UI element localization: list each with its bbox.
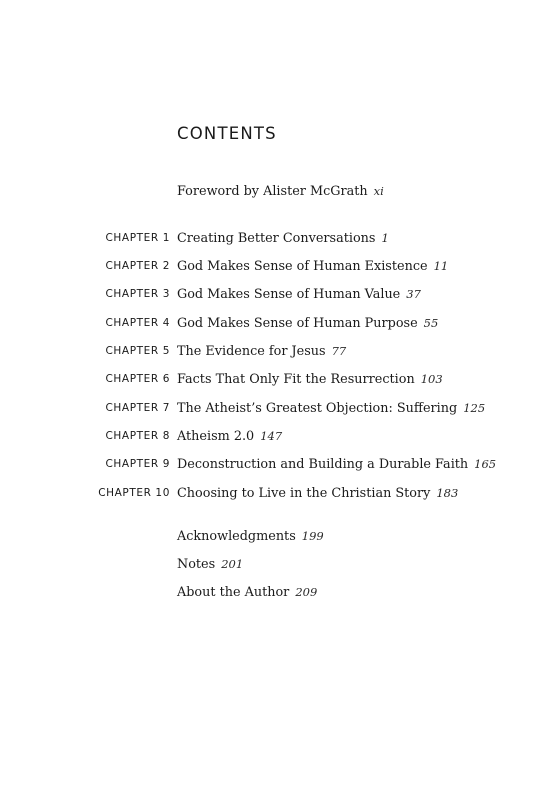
page-number: 55: [423, 316, 439, 330]
toc-entry-chapter-6: [0, 368, 533, 390]
chapter-label: CHAPTER 9: [105, 458, 170, 470]
entry-title: God Makes Sense of Human Purpose: [177, 316, 418, 331]
entry-title: Facts That Only Fit the Resurrection: [177, 372, 415, 387]
page-number: 147: [260, 429, 283, 443]
entry-title: The Atheist’s Greatest Objection: Suffering: [177, 401, 458, 416]
entry-text: [177, 525, 324, 548]
entry-title: Notes: [177, 557, 216, 572]
page-number: 183: [436, 486, 459, 500]
entry-text: [177, 397, 485, 420]
toc-entry-chapter-7: [0, 397, 533, 419]
toc-entry-notes: [0, 553, 533, 575]
page-number: 1: [381, 231, 389, 245]
toc-entry-chapter-8: [0, 425, 533, 447]
toc-entry-chapter-1: [0, 227, 533, 249]
chapter-label: CHAPTER 4: [105, 317, 170, 329]
entry-text: [177, 255, 448, 278]
chapter-label: CHAPTER 7: [105, 402, 170, 414]
page-number: 199: [301, 529, 324, 543]
entry-title: Choosing to Live in the Christian Story: [177, 486, 431, 501]
toc-entry-chapter-4: [0, 312, 533, 334]
entry-text: [177, 482, 458, 505]
entry-title: Acknowledgments: [177, 529, 296, 544]
entry-text: [177, 453, 496, 476]
chapter-label: CHAPTER 3: [105, 288, 170, 300]
page-number: 103: [420, 372, 443, 386]
entry-text: [177, 283, 421, 306]
page-number: 77: [331, 344, 347, 358]
chapter-label: CHAPTER 1: [105, 232, 170, 244]
toc-entry-chapter-10: [0, 482, 533, 504]
entry-text: [177, 340, 346, 363]
toc-entry-chapter-5: [0, 340, 533, 362]
toc-entry-about-the-author: [0, 581, 533, 603]
page-number: xi: [373, 184, 384, 198]
toc-entry-chapter-2: [0, 255, 533, 277]
chapter-label: CHAPTER 8: [105, 430, 170, 442]
page-number: 165: [474, 457, 497, 471]
entry-title: God Makes Sense of Human Existence: [177, 259, 428, 274]
toc-entry-acknowledgments: [0, 525, 533, 547]
chapter-label: CHAPTER 10: [98, 487, 170, 499]
entry-text: [177, 312, 438, 335]
chapter-label: CHAPTER 2: [105, 260, 170, 272]
toc-entry-chapter-3: [0, 283, 533, 305]
entry-title: Deconstruction and Building a Durable Faith: [177, 457, 469, 472]
entry-title: Creating Better Conversations: [177, 231, 376, 246]
page-number: 125: [463, 401, 486, 415]
entry-title: Atheism 2.0: [177, 429, 255, 444]
entry-title: The Evidence for Jesus: [177, 344, 326, 359]
chapter-label: CHAPTER 5: [105, 345, 170, 357]
page-number: 209: [295, 585, 318, 599]
entry-title: About the Author: [177, 585, 290, 600]
entry-text: [177, 180, 384, 203]
page-number: 37: [406, 287, 421, 301]
toc-entry-foreword: [0, 180, 533, 202]
chapter-label: CHAPTER 6: [105, 373, 170, 385]
page-number: 11: [433, 259, 449, 273]
entry-title: God Makes Sense of Human Value: [177, 287, 401, 302]
entry-text: [177, 581, 317, 604]
page-title: CONTENTS: [177, 124, 277, 143]
entry-title: Foreword by Alister McGrath: [177, 184, 368, 199]
toc-entry-chapter-9: [0, 453, 533, 475]
entry-text: [177, 425, 282, 448]
page-number: 201: [221, 557, 244, 571]
entry-text: [177, 227, 389, 250]
entry-text: [177, 368, 443, 391]
entry-text: [177, 553, 243, 576]
